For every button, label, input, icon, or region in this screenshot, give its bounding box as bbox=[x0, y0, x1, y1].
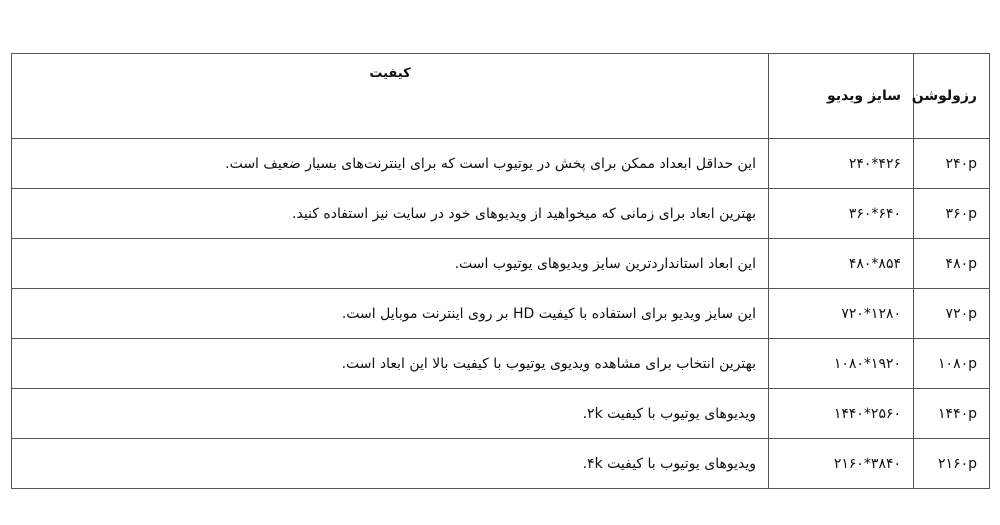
table-row bbox=[12, 239, 990, 289]
cell-resolution: ۲۱۶۰p bbox=[914, 439, 990, 489]
cell-resolution: ۳۶۰p bbox=[914, 189, 990, 239]
table-row bbox=[12, 439, 990, 489]
cell-resolution: ۱۰۸۰p bbox=[914, 339, 990, 389]
cell-quality: این حداقل ابعداد ممکن برای پخش در یوتیوب است که برای اینترنت‌های بسیار ضعیف است. bbox=[12, 139, 769, 189]
header-video-size: سایز ویدیو bbox=[769, 54, 914, 139]
cell-quality: این سایز ویدیو برای استفاده با کیفیت HD بر روی اینترنت موبایل است. bbox=[12, 289, 769, 339]
table-row bbox=[12, 339, 990, 389]
cell-quality: بهترین انتخاب برای مشاهده ویدیوی یوتیوب با کیفیت بالا این ابعاد است. bbox=[12, 339, 769, 389]
cell-quality: این ابعاد استانداردترین سایز ویدیوهای یوتیوب است. bbox=[12, 239, 769, 289]
table-header-row bbox=[12, 54, 990, 139]
table-row bbox=[12, 389, 990, 439]
resolution-table-container bbox=[11, 53, 989, 489]
cell-video-size: ۷۲۰*۱۲۸۰ bbox=[769, 289, 914, 339]
cell-resolution: ۲۴۰p bbox=[914, 139, 990, 189]
cell-resolution: ۴۸۰p bbox=[914, 239, 990, 289]
table-row bbox=[12, 139, 990, 189]
cell-video-size: ۳۶۰*۶۴۰ bbox=[769, 189, 914, 239]
cell-video-size: ۲۴۰*۴۲۶ bbox=[769, 139, 914, 189]
cell-video-size: ۱۰۸۰*۱۹۲۰ bbox=[769, 339, 914, 389]
cell-video-size: ۲۱۶۰*۳۸۴۰ bbox=[769, 439, 914, 489]
table-row bbox=[12, 189, 990, 239]
cell-video-size: ۴۸۰*۸۵۴ bbox=[769, 239, 914, 289]
cell-resolution: ۷۲۰p bbox=[914, 289, 990, 339]
header-resolution: رزولوشن bbox=[914, 54, 990, 139]
cell-quality: ویدیوهای یوتیوب با کیفیت ۴k. bbox=[12, 439, 769, 489]
cell-resolution: ۱۴۴۰p bbox=[914, 389, 990, 439]
cell-quality: بهترین ابعاد برای زمانی که میخواهید از ویدیوهای خود در سایت نیز استفاده کنید. bbox=[12, 189, 769, 239]
resolution-table bbox=[11, 53, 990, 489]
cell-video-size: ۱۴۴۰*۲۵۶۰ bbox=[769, 389, 914, 439]
table-row bbox=[12, 289, 990, 339]
cell-quality: ویدیوهای یوتیوب با کیفیت ۲k. bbox=[12, 389, 769, 439]
header-quality: کیفیت bbox=[12, 54, 769, 139]
